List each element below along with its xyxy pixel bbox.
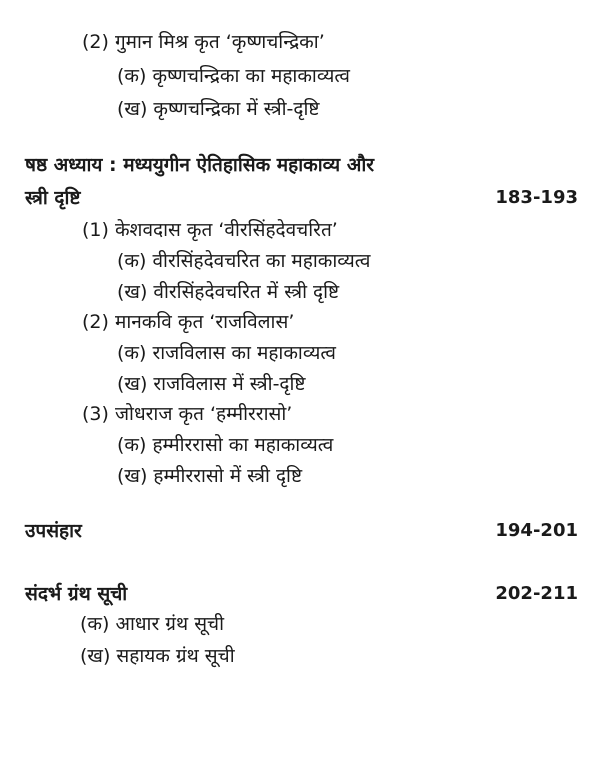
toc-item: (3) जोधराज कृत ‘हम्मीररासो’ — [82, 403, 293, 425]
toc-item: (2) मानकवि कृत ‘राजविलास’ — [82, 311, 295, 333]
toc-item: (2) गुमान मिश्र कृत ‘कृष्णचन्द्रिका’ — [82, 31, 325, 53]
bibliography-heading: संदर्भ ग्रंथ सूची — [25, 583, 128, 605]
toc-subitem: (क) वीरसिंहदेवचरित का महाकाव्यत्व — [117, 250, 371, 272]
bibliography-page-range: 202-211 — [495, 583, 578, 604]
toc-subitem: (क) आधार ग्रंथ सूची — [80, 613, 225, 635]
conclusion-heading: उपसंहार — [25, 520, 82, 542]
chapter-heading-continuation: स्त्री दृष्टि — [25, 187, 81, 209]
chapter-heading: षष्ठ अध्याय : मध्ययुगीन ऐतिहासिक महाकाव्य और — [25, 154, 375, 176]
toc-subitem: (ख) सहायक ग्रंथ सूची — [80, 645, 235, 667]
chapter-page-range: 183-193 — [495, 187, 578, 208]
toc-subitem: (क) कृष्णचन्द्रिका का महाकाव्यत्व — [117, 65, 350, 87]
toc-subitem: (क) हम्मीररासो का महाकाव्यत्व — [117, 434, 334, 456]
conclusion-page-range: 194-201 — [495, 520, 578, 541]
toc-subitem: (ख) राजविलास में स्त्री-दृष्टि — [117, 373, 306, 395]
toc-subitem: (क) राजविलास का महाकाव्यत्व — [117, 342, 336, 364]
toc-item: (1) केशवदास कृत ‘वीरसिंहदेवचरित’ — [82, 219, 338, 241]
toc-subitem: (ख) हम्मीररासो में स्त्री दृष्टि — [117, 465, 303, 487]
toc-subitem: (ख) वीरसिंहदेवचरित में स्त्री दृष्टि — [117, 281, 340, 303]
toc-subitem: (ख) कृष्णचन्द्रिका में स्त्री-दृष्टि — [117, 98, 320, 120]
